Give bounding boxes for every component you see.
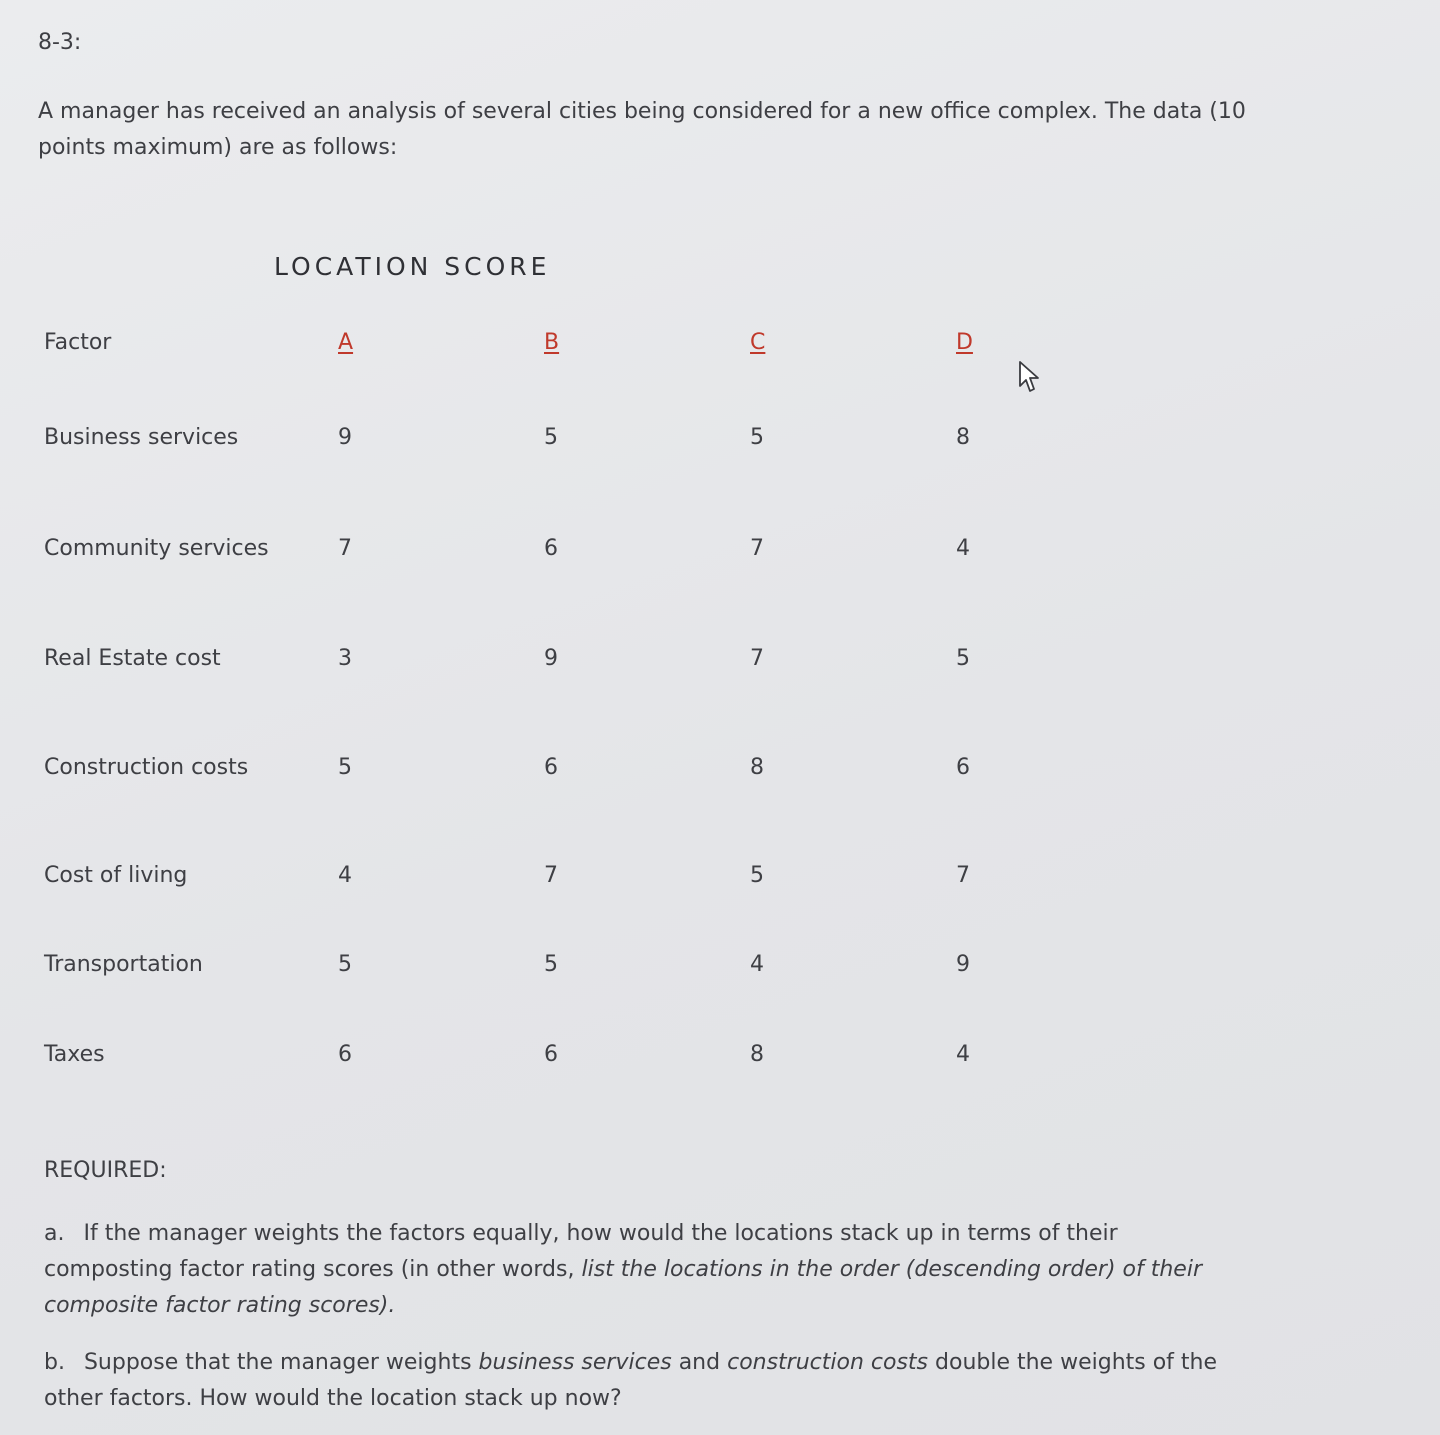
score-c: 7 [750,646,764,671]
score-a: 5 [338,952,352,977]
factor-label: Construction costs [44,755,249,780]
score-b: 5 [544,952,558,977]
score-d: 4 [956,536,970,561]
question-b-italic-2: construction costs [727,1350,929,1375]
score-d: 6 [956,755,970,780]
question-b-label: b. [44,1350,65,1375]
score-a: 6 [338,1042,352,1067]
factor-label: Business services [44,425,239,450]
section-title: LOCATION SCORE [274,252,551,281]
required-heading: REQUIRED: [44,1158,167,1183]
question-a-text: If the manager weights the factors equally, how would the locations stack up in terms of their composting factor rating scores (in other words, [44,1221,1118,1282]
factor-label: Cost of living [44,863,188,888]
score-a: 7 [338,536,352,561]
score-b: 6 [544,755,558,780]
intro-paragraph: A manager has received an analysis of several cities being considered for a new office complex. The data (10 points maximum) are as follows: [38,99,1246,160]
factor-label: Real Estate cost [44,646,221,671]
table-header-row [44,330,1044,360]
location-c-header[interactable]: C [750,330,766,355]
score-c: 8 [750,1042,764,1067]
factor-label: Taxes [44,1042,105,1067]
table-row [44,952,1044,982]
location-a-header[interactable]: A [338,330,354,355]
score-a: 5 [338,755,352,780]
score-d: 9 [956,952,970,977]
mouse-pointer-icon [1018,360,1042,394]
table-row [44,755,1044,785]
question-b-text-2: and [678,1350,721,1375]
question-a [44,1216,1244,1324]
score-d: 7 [956,863,970,888]
score-d: 4 [956,1042,970,1067]
problem-id: 8-3: [38,30,82,55]
score-c: 5 [750,863,764,888]
table-row [44,1042,1044,1072]
score-b: 6 [544,1042,558,1067]
score-b: 9 [544,646,558,671]
location-b-header[interactable]: B [544,330,560,355]
table-row [44,536,1044,566]
score-b: 6 [544,536,558,561]
score-d: 5 [956,646,970,671]
table-row [44,863,1044,893]
score-c: 4 [750,952,764,977]
score-a: 4 [338,863,352,888]
score-c: 5 [750,425,764,450]
score-d: 8 [956,425,970,450]
score-b: 5 [544,425,558,450]
question-b-italic-1: business services [478,1350,672,1375]
location-d-header[interactable]: D [956,330,973,355]
question-a-italic-text: list the locations in the order (descending order) of their composite factor rating scores). [44,1257,1202,1318]
factor-header: Factor [44,330,112,355]
table-row [44,646,1044,676]
score-a: 9 [338,425,352,450]
question-b [44,1345,1244,1417]
question-a-label: a. [44,1221,65,1246]
factor-label: Transportation [44,952,203,977]
score-b: 7 [544,863,558,888]
question-b-text-3: double the weights of the other factors. How would the location stack up now? [44,1350,1218,1411]
score-c: 8 [750,755,764,780]
score-a: 3 [338,646,352,671]
table-row [44,425,1044,455]
question-b-text-1: Suppose that the manager weights [83,1350,472,1375]
factor-label: Community services [44,536,269,561]
score-c: 7 [750,536,764,561]
